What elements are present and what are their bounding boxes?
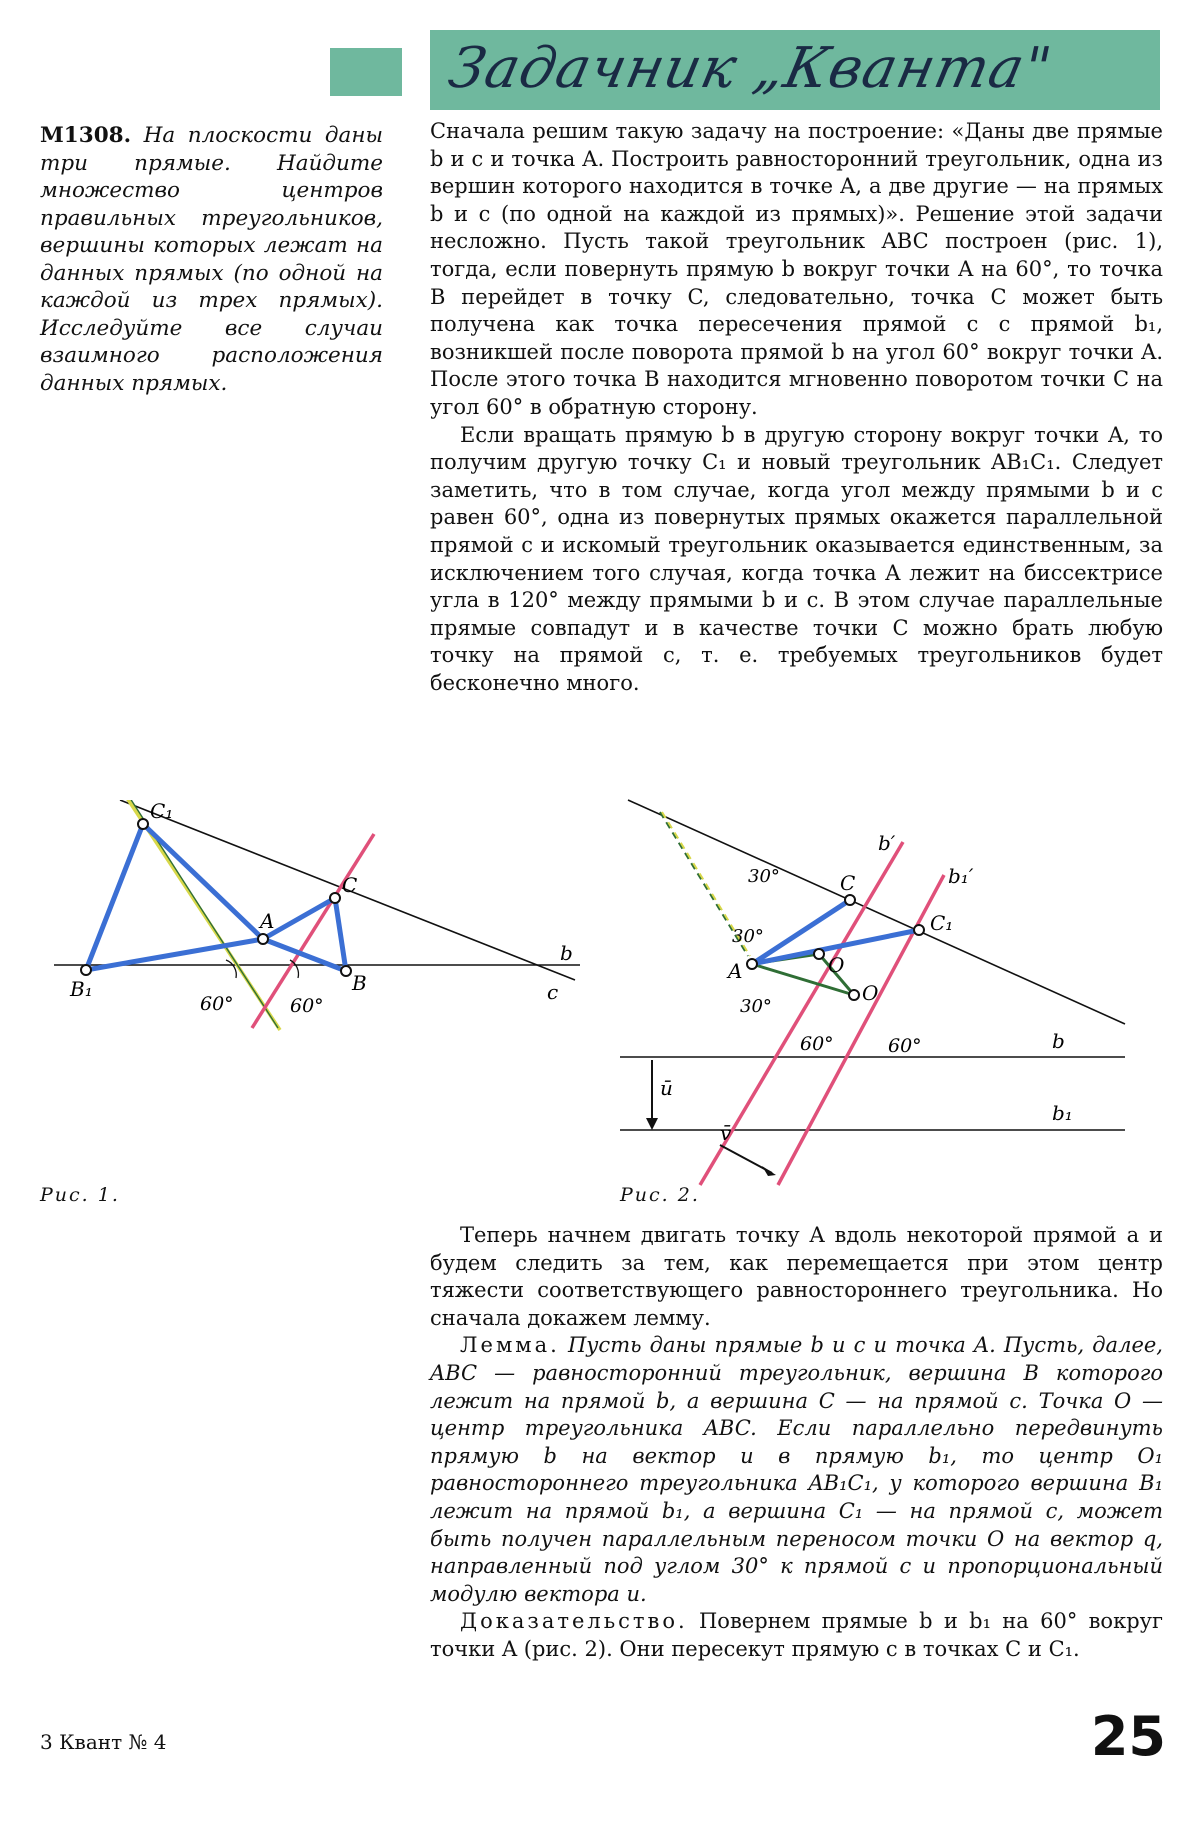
point-c1 xyxy=(138,819,148,829)
problem-statement xyxy=(40,122,383,397)
solution-paragraph-3: Теперь начнем двигать точку A вдоль некоторой прямой a и будем следить за тем, как перемещается при этом центр тяжести соответствующего равностороннего треугольника. Но сначала докажем лемму. xyxy=(430,1223,1163,1330)
label-angle-mid: 30° xyxy=(732,926,764,947)
triangle-abc xyxy=(263,898,346,971)
label-c1: C₁ xyxy=(930,911,954,935)
proof-text: Повернем прямые b и b₁ на 60° вокруг точки A (рис. 2). Они пересекут прямую c в точках C и C₁. xyxy=(430,1609,1163,1661)
label-b-prime: b′ xyxy=(878,831,896,855)
label-vector-v: v̄ xyxy=(720,1121,732,1145)
point-a xyxy=(258,934,268,944)
figure-2-caption: Рис. 2. xyxy=(620,1184,700,1206)
header-band-small xyxy=(330,48,402,96)
label-angle-left: 60° xyxy=(200,993,234,1015)
point-c xyxy=(845,895,855,905)
label-line-b: b xyxy=(560,941,573,965)
point-a xyxy=(747,959,757,969)
point-c1 xyxy=(914,925,924,935)
proof-label: Доказательство. xyxy=(460,1609,688,1634)
solution-top xyxy=(430,118,1163,697)
label-angle-b2: 60° xyxy=(888,1035,922,1057)
vector-v-arrow xyxy=(762,1166,776,1176)
label-b: B xyxy=(352,971,367,995)
label-c: C xyxy=(342,873,358,897)
problem-text: На плоскости даны три прямые. Найдите множество центров правильных треугольников, вершины которых лежат на данных прямых (по одной на каждой из трех прямых). Исследуйте все случаи взаимного расположения данных прямых. xyxy=(40,123,384,396)
label-c: C xyxy=(840,871,856,895)
section-header xyxy=(430,30,1160,110)
problem-number: М1308. xyxy=(40,123,132,148)
label-a: A xyxy=(260,909,275,933)
point-o1 xyxy=(849,990,859,1000)
label-line-c: c xyxy=(547,980,559,1004)
label-angle-top: 30° xyxy=(748,866,780,887)
figure-1-caption: Рис. 1. xyxy=(40,1184,120,1206)
issue-info: 3 Квант № 4 xyxy=(40,1730,167,1754)
lemma-label: Лемма. xyxy=(460,1333,560,1358)
label-angle-low: 30° xyxy=(740,996,772,1017)
segment-b1-b xyxy=(86,970,346,971)
proof xyxy=(430,1608,1163,1663)
point-b xyxy=(341,966,351,976)
label-vector-u: ū xyxy=(660,1076,673,1100)
page-number: 25 xyxy=(1090,1705,1166,1768)
pink-line-b1-prime xyxy=(778,875,944,1185)
section-title: Задачник „Кванта" xyxy=(443,36,1058,101)
figure-1 xyxy=(40,800,600,1040)
label-b1-prime: b₁′ xyxy=(948,864,974,888)
solution-paragraph-2: Если вращать прямую b в другую сторону вокруг точки A, то получим другую точку C₁ и новый треугольник AB₁C₁. Следует заметить, что в том случае, когда угол между прямыми b и c равен 60°, одна из повернутых прямых окажется параллельной прямой c и искомый треугольник оказывается единственным, за исключением того случая, когда точка A лежит на биссектрисе угла в 120° между прямыми b и c. В этом случае параллельные прямые совпадут и в качестве точки C можно брать любую точку на прямой c, т. е. требуемых треугольников будет бесконечно много. xyxy=(430,422,1163,695)
point-c xyxy=(330,893,340,903)
solution-paragraph-1: Сначала решим такую задачу на построение: «Даны две прямые b и c и точка A. Построить равносторонний треугольник, одна из вершин которого находится в точке A, а две другие — на прямых b и c (по одной на каждой из прямых)». Решение этой задачи несложно. Пусть такой треугольник ABC построен (рис. 1), тогда, если повернуть прямую b вокруг точки A на 60°, то точка B перейдет в точку C, следовательно, точка C может быть получена как точка пересечения прямой c с прямой b₁, возникшей после поворота прямой b на угол 60° вокруг точки A. После этого точка B находится мгновенно поворотом точки C на угол 60° в обратную сторону. xyxy=(430,119,1163,419)
label-line-b: b xyxy=(1052,1029,1065,1053)
point-o xyxy=(814,949,824,959)
label-o: O xyxy=(828,953,845,977)
vector-u-arrow xyxy=(646,1118,658,1130)
label-b1: B₁ xyxy=(70,977,93,1001)
figure-2 xyxy=(620,790,1160,1190)
label-angle-right: 60° xyxy=(290,995,324,1017)
solution-bottom xyxy=(430,1222,1163,1664)
label-c1: C₁ xyxy=(150,800,174,823)
label-line-b1: b₁ xyxy=(1052,1101,1073,1125)
label-a: A xyxy=(728,959,743,983)
label-o1: O xyxy=(862,981,879,1005)
lemma-text: Пусть даны прямые b и c и точка A. Пусть, далее, ABC — равносторонний треугольник, вершина B которого лежит на прямой b, а вершина C — на прямой c. Точка O — центр треугольника ABC. Если параллельно передвинуть прямую b на вектор u в прямую b₁, то центр O₁ равностороннего треугольника AB₁C₁, у которого вершина B₁ лежит на прямой b₁, а вершина C₁ — на прямой c, может быть получен параллельным переносом точки O на вектор q, направленный под углом 30° к прямой c и пропорциональный модулю вектора u. xyxy=(430,1333,1163,1606)
point-b1 xyxy=(81,965,91,975)
label-angle-b: 60° xyxy=(800,1033,834,1055)
lemma xyxy=(430,1332,1163,1608)
